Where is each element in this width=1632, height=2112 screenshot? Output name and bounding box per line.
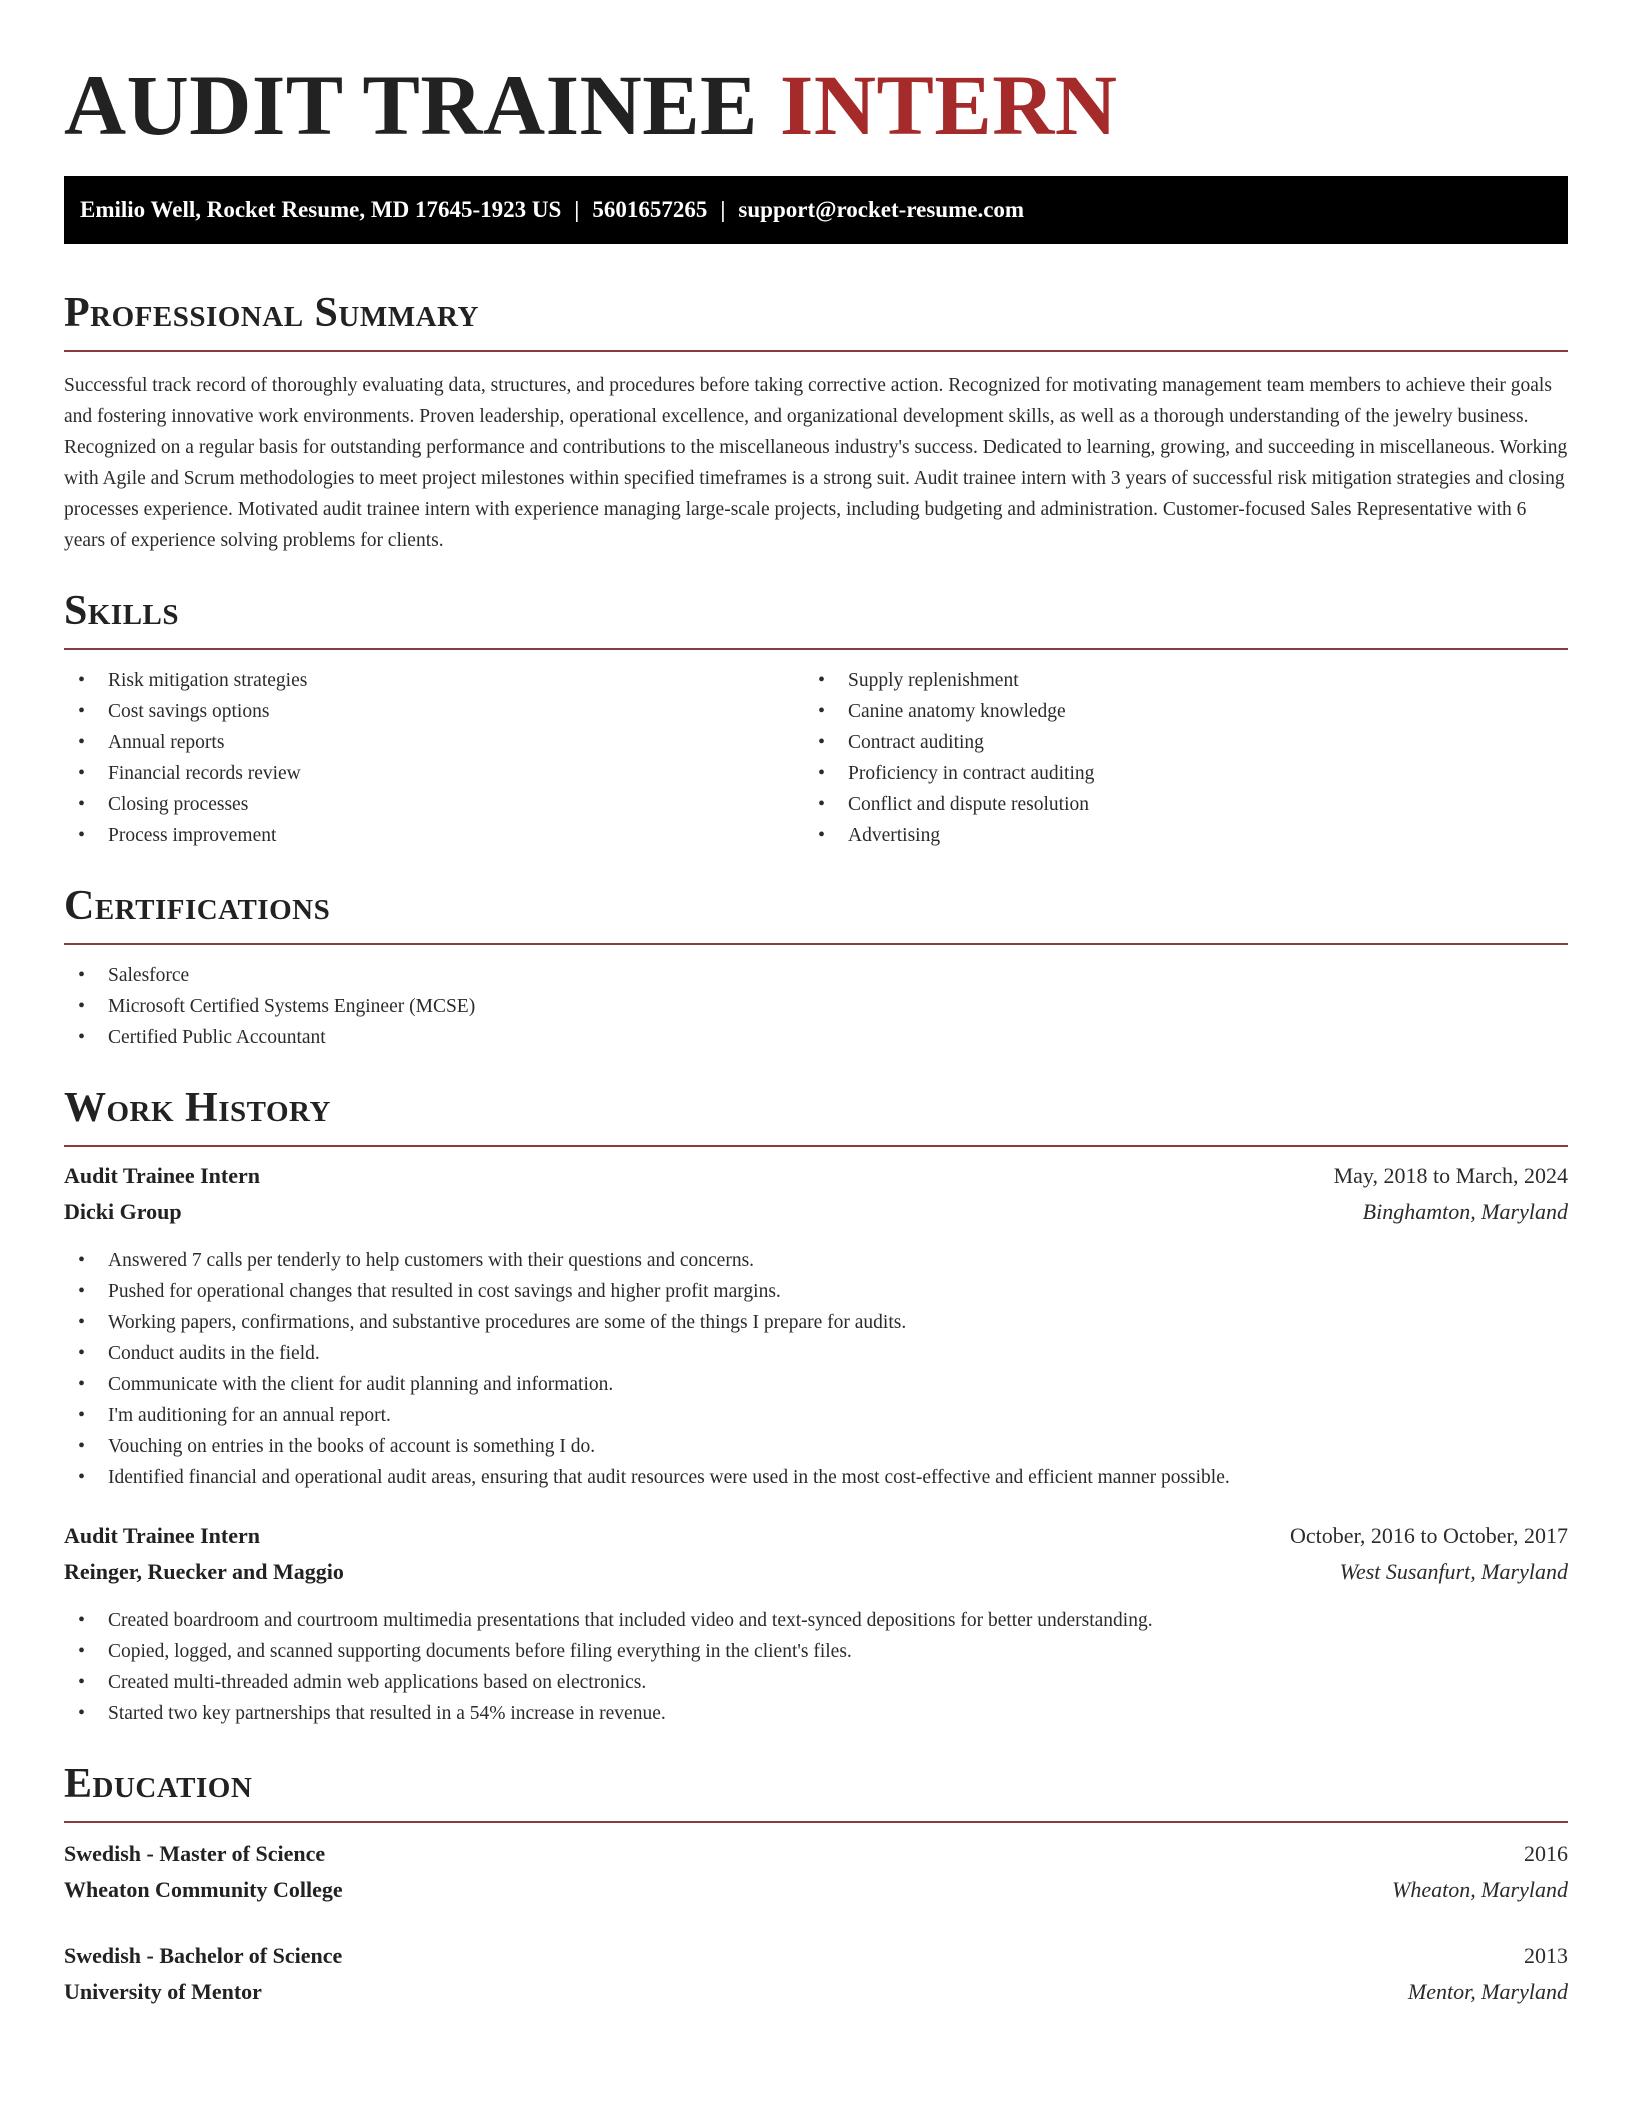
skill-item: • Canine anatomy knowledge (804, 696, 1544, 727)
education-degree: Swedish - Bachelor of Science (64, 1943, 343, 1968)
job-location: West Susanfurt, Maryland (1339, 1559, 1568, 1584)
education-location: Mentor, Maryland (1407, 1979, 1568, 2004)
contact-separator: | (720, 197, 726, 222)
job-bullet: • Created multi-threaded admin web applications based on electronics. (64, 1667, 1568, 1698)
job-title-row (64, 1523, 1568, 1559)
summary-text: Successful track record of thoroughly evaluating data, structures, and procedures before taking corrective action. Recognized for motivating management team members to achieve their goals and fostering innovative work environments. Proven leadership, operational excellence, and organizational development skills, as well as a thorough understanding of the jewelry business. Recognized on a regular basis for outstanding performance and contributions to the miscellaneous industry's success. Dedicated to learning, growing, and succeeding in miscellaneous. Working with Agile and Scrum methodologies to meet project milestones within specified timeframes is a strong suit. Audit trainee intern with 3 years of successful risk mitigation strategies and closing processes experience. Motivated audit trainee intern with experience managing large-scale projects, including budgeting and administration. Customer-focused Sales Representative with 6 years of experience solving problems for clients. (64, 375, 1568, 551)
title-main: AUDIT TRAINEE (64, 57, 758, 153)
skill-item: • Proficiency in contract auditing (804, 758, 1544, 789)
contact-address: Emilio Well, Rocket Resume, MD 17645-1923 US (80, 197, 562, 222)
skill-item: • Process improvement (64, 820, 804, 851)
job-entry (64, 1523, 1568, 1729)
job-title: Audit Trainee Intern (64, 1523, 260, 1548)
contact-separator: | (574, 197, 580, 222)
education-section (64, 1759, 1568, 2015)
job-dates: May, 2018 to March, 2024 (1333, 1163, 1568, 1188)
certification-item: • Salesforce (64, 960, 1568, 991)
job-bullets (64, 1605, 1568, 1729)
summary-section (64, 288, 1568, 556)
job-bullet: • Started two key partnerships that resulted in a 54% increase in revenue. (64, 1698, 1568, 1729)
education-entry (64, 1841, 1568, 1913)
job-entry (64, 1163, 1568, 1493)
job-bullet: • Answered 7 calls per tenderly to help customers with their questions and concerns. (64, 1245, 1568, 1276)
education-school: Wheaton Community College (64, 1877, 343, 1902)
skill-item: • Conflict and dispute resolution (804, 789, 1544, 820)
section-divider (64, 1821, 1568, 1823)
job-title: Audit Trainee Intern (64, 1163, 260, 1188)
job-bullet: • Working papers, confirmations, and substantive procedures are some of the things I prepare for audits. (64, 1307, 1568, 1338)
job-bullet: • Created boardroom and courtroom multimedia presentations that included video and text-synced depositions for better understanding. (64, 1605, 1568, 1636)
education-year: 2013 (1524, 1943, 1568, 1968)
education-school: University of Mentor (64, 1979, 262, 2004)
education-year: 2016 (1524, 1841, 1568, 1866)
skill-item: • Closing processes (64, 789, 804, 820)
section-divider (64, 943, 1568, 945)
certification-item: • Microsoft Certified Systems Engineer (MCSE) (64, 991, 1568, 1022)
education-degree-row (64, 1943, 1568, 1979)
education-school-row (64, 1979, 1568, 2015)
resume-content (64, 52, 1568, 2015)
skill-item: • Financial records review (64, 758, 804, 789)
job-bullets (64, 1245, 1568, 1493)
education-location: Wheaton, Maryland (1392, 1877, 1568, 1902)
contact-bar (64, 176, 1568, 244)
skills-section (64, 586, 1568, 851)
education-degree-row (64, 1841, 1568, 1877)
job-company: Reinger, Ruecker and Maggio (64, 1559, 344, 1584)
work-history-section (64, 1083, 1568, 1729)
education-heading: Education (64, 1761, 253, 1807)
job-bullet: • Identified financial and operational audit areas, ensuring that audit resources were used in the most cost-effective and efficient manner possible. (64, 1462, 1568, 1493)
skill-item: • Risk mitigation strategies (64, 665, 804, 696)
job-bullet: • Pushed for operational changes that resulted in cost savings and higher profit margins. (64, 1276, 1568, 1307)
title-accent: INTERN (779, 57, 1118, 153)
work-history-heading: Work History (64, 1085, 331, 1131)
section-divider (64, 1145, 1568, 1147)
skill-item: • Advertising (804, 820, 1544, 851)
education-entry (64, 1943, 1568, 2015)
job-title-row (64, 1163, 1568, 1199)
contact-phone: 5601657265 (592, 197, 708, 222)
job-bullet: • Vouching on entries in the books of account is something I do. (64, 1431, 1568, 1462)
certifications-list (64, 960, 1568, 1053)
contact-email: support@rocket-resume.com (738, 197, 1025, 222)
job-company: Dicki Group (64, 1199, 182, 1224)
job-location: Binghamton, Maryland (1362, 1199, 1568, 1224)
education-school-row (64, 1877, 1568, 1913)
certification-item: • Certified Public Accountant (64, 1022, 1568, 1053)
job-bullet: • I'm auditioning for an annual report. (64, 1400, 1568, 1431)
certifications-heading: Certifications (64, 883, 331, 929)
skills-list-left (64, 665, 804, 851)
skill-item: • Cost savings options (64, 696, 804, 727)
skill-item: • Supply replenishment (804, 665, 1544, 696)
skills-columns (64, 650, 1568, 851)
education-degree: Swedish - Master of Science (64, 1841, 326, 1866)
skill-item: • Contract auditing (804, 727, 1544, 758)
job-bullet: • Communicate with the client for audit planning and information. (64, 1369, 1568, 1400)
skills-list-right (804, 665, 1544, 851)
certifications-section (64, 881, 1568, 1053)
resume-title (64, 52, 1568, 158)
skill-item: • Annual reports (64, 727, 804, 758)
job-company-row (64, 1199, 1568, 1235)
job-dates: October, 2016 to October, 2017 (1289, 1523, 1568, 1548)
section-divider (64, 350, 1568, 352)
job-bullet: • Conduct audits in the field. (64, 1338, 1568, 1369)
summary-heading: Professional Summary (64, 290, 479, 336)
skills-heading: Skills (64, 588, 180, 634)
job-bullet: • Copied, logged, and scanned supporting documents before filing everything in the client's files. (64, 1636, 1568, 1667)
job-company-row (64, 1559, 1568, 1595)
